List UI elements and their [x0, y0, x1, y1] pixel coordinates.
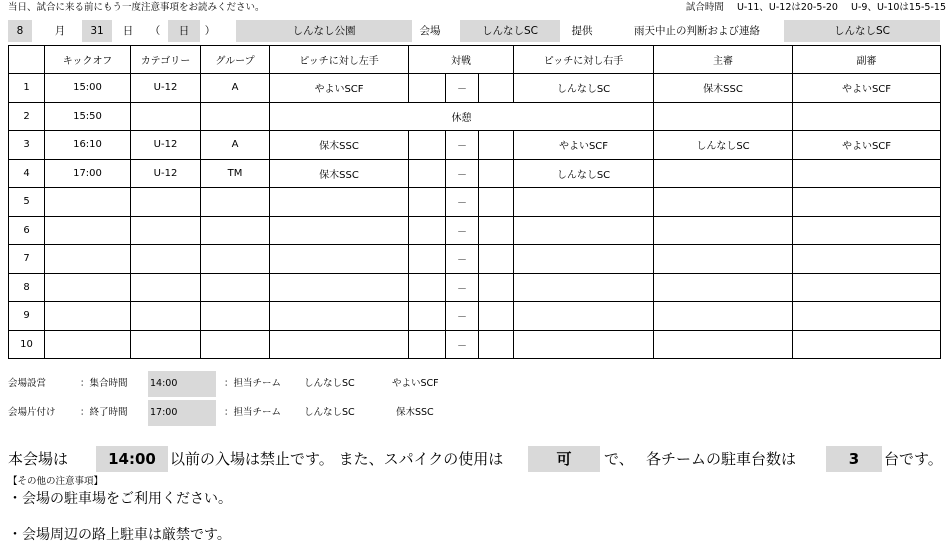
match-separator: －	[446, 245, 479, 274]
weekday-value: 日	[168, 20, 200, 42]
rain-decision-label: 雨天中止の判断および連絡	[634, 25, 760, 37]
empty-cell	[131, 302, 201, 331]
right-score	[479, 74, 514, 103]
day-value: 31	[82, 20, 112, 42]
header-match: 対戦	[409, 46, 514, 74]
cleanup-team-label: ：担当チーム	[224, 407, 282, 418]
empty-cell	[654, 302, 793, 331]
category	[131, 102, 201, 131]
right-team: しんなしSC	[514, 74, 654, 103]
empty-cell	[479, 188, 514, 217]
left-team: やよいSCF	[270, 74, 409, 103]
empty-cell	[201, 188, 270, 217]
empty-cell	[793, 273, 941, 302]
empty-cell	[514, 302, 654, 331]
match-time-u11-u12: U-11、U-12は20-5-20	[736, 2, 838, 13]
empty-cell	[479, 273, 514, 302]
category: U-12	[131, 74, 201, 103]
match-separator: －	[446, 188, 479, 217]
table-row	[9, 131, 941, 160]
entry-time: 14:00	[96, 446, 168, 472]
table-row	[9, 188, 941, 217]
match-separator: －	[446, 330, 479, 359]
venue-cleanup-row	[8, 400, 608, 426]
paren-close: ）	[204, 25, 216, 37]
empty-cell	[654, 216, 793, 245]
empty-cell	[270, 245, 409, 274]
match-separator: －	[446, 131, 479, 160]
empty-cell	[514, 245, 654, 274]
empty-cell	[45, 302, 131, 331]
rule-text-4: 各チームの駐車台数は	[646, 450, 797, 468]
rule-text-2: 以前の入場は禁止です。 また、スパイクの使用は	[170, 450, 504, 468]
rain-contact-team: しんなしSC	[784, 20, 940, 42]
assistant-referee	[793, 159, 941, 188]
row-number: 8	[9, 273, 45, 302]
assistant-referee: やよいSCF	[793, 74, 941, 103]
empty-cell	[131, 245, 201, 274]
empty-cell	[45, 273, 131, 302]
empty-cell	[409, 302, 446, 331]
empty-cell	[270, 188, 409, 217]
empty-cell	[45, 216, 131, 245]
rule-text-3: で、	[604, 450, 634, 468]
empty-cell	[270, 302, 409, 331]
header-right-team: ピッチに対し右手	[514, 46, 654, 74]
provider-label: 提供	[571, 25, 593, 37]
empty-cell	[409, 216, 446, 245]
kickoff-time: 15:50	[45, 102, 131, 131]
setup-time-label: ：集合時間	[80, 378, 128, 389]
right-team: しんなしSC	[514, 159, 654, 188]
left-team: 保木SSC	[270, 131, 409, 160]
setup-team-1: しんなしSC	[304, 378, 355, 389]
referee: 保木SSC	[654, 74, 793, 103]
referee	[654, 159, 793, 188]
table-row	[9, 330, 941, 359]
table-row	[9, 302, 941, 331]
cleanup-team-2: 保木SSC	[396, 407, 434, 418]
match-schedule-table	[8, 45, 941, 359]
row-number: 10	[9, 330, 45, 359]
empty-cell	[514, 188, 654, 217]
break-label: 休憩	[270, 102, 654, 131]
empty-cell	[654, 245, 793, 274]
empty-cell	[131, 216, 201, 245]
empty-cell	[45, 245, 131, 274]
venue-name: しんなし公園	[236, 20, 412, 42]
empty-cell	[45, 330, 131, 359]
header-no	[9, 46, 45, 74]
empty-cell	[654, 188, 793, 217]
empty-cell	[479, 330, 514, 359]
empty-cell	[793, 245, 941, 274]
category: U-12	[131, 159, 201, 188]
empty-cell	[654, 330, 793, 359]
empty-cell	[479, 302, 514, 331]
empty-cell	[201, 330, 270, 359]
other-notes-title: 【その他の注意事項】	[8, 476, 104, 487]
cleanup-time: 17:00	[148, 400, 216, 426]
empty-cell	[479, 216, 514, 245]
note-item: ・会場周辺の路上駐車は厳禁です。	[8, 527, 231, 543]
empty-cell	[793, 216, 941, 245]
empty-cell	[793, 330, 941, 359]
cleanup-time-label: ：終了時間	[80, 407, 128, 418]
group: A	[201, 131, 270, 160]
row-number: 1	[9, 74, 45, 103]
empty-cell	[45, 188, 131, 217]
empty-cell	[131, 330, 201, 359]
empty-cell	[409, 330, 446, 359]
empty-cell	[793, 188, 941, 217]
empty-cell	[479, 245, 514, 274]
group	[201, 102, 270, 131]
match-time-label: 試合時間	[685, 2, 724, 13]
match-separator: －	[446, 74, 479, 103]
kickoff-time: 15:00	[45, 74, 131, 103]
setup-label: 会場設営	[8, 378, 47, 389]
table-row	[9, 102, 941, 131]
left-score	[409, 74, 446, 103]
referee	[654, 102, 793, 131]
category: U-12	[131, 131, 201, 160]
row-number: 9	[9, 302, 45, 331]
empty-cell	[514, 273, 654, 302]
right-score	[479, 159, 514, 188]
pre-match-notice: 当日、試合に来る前にもう一度注意事項をお読みください。	[8, 2, 265, 13]
group: TM	[201, 159, 270, 188]
header-category: カテゴリー	[131, 46, 201, 74]
group: A	[201, 74, 270, 103]
header-kickoff: キックオフ	[45, 46, 131, 74]
venue-setup-row	[8, 371, 608, 397]
empty-cell	[409, 188, 446, 217]
match-separator: －	[446, 216, 479, 245]
setup-team-2: やよいSCF	[392, 378, 439, 389]
row-number: 5	[9, 188, 45, 217]
table-row	[9, 273, 941, 302]
header-referee: 主審	[654, 46, 793, 74]
event-info-row	[8, 20, 940, 42]
match-time-info	[676, 0, 946, 16]
empty-cell	[514, 216, 654, 245]
right-score	[479, 131, 514, 160]
day-label: 日	[122, 25, 134, 37]
left-score	[409, 131, 446, 160]
empty-cell	[201, 273, 270, 302]
referee: しんなしSC	[654, 131, 793, 160]
month-value: 8	[8, 20, 32, 42]
table-row	[9, 216, 941, 245]
setup-time: 14:00	[148, 371, 216, 397]
assistant-referee: やよいSCF	[793, 131, 941, 160]
venue-team: しんなしSC	[460, 20, 560, 42]
table-header-row	[9, 46, 941, 74]
header-assistant: 副審	[793, 46, 941, 74]
venue-rules-line	[8, 446, 948, 472]
row-number: 2	[9, 102, 45, 131]
empty-cell	[201, 245, 270, 274]
table-row	[9, 245, 941, 274]
venue-label: 会場	[419, 25, 441, 37]
empty-cell	[270, 273, 409, 302]
row-number: 3	[9, 131, 45, 160]
empty-cell	[201, 216, 270, 245]
match-separator: －	[446, 273, 479, 302]
row-number: 7	[9, 245, 45, 274]
spike-usage: 可	[528, 446, 600, 472]
empty-cell	[270, 216, 409, 245]
row-number: 6	[9, 216, 45, 245]
table-row	[9, 159, 941, 188]
match-time-u9-u10: U-9、U-10は15-5-15	[851, 2, 946, 13]
empty-cell	[131, 188, 201, 217]
left-score	[409, 159, 446, 188]
rule-text-1: 本会場は	[8, 450, 69, 468]
empty-cell	[409, 273, 446, 302]
rule-text-5: 台です。	[884, 450, 943, 468]
row-number: 4	[9, 159, 45, 188]
kickoff-time: 17:00	[45, 159, 131, 188]
table-row	[9, 74, 941, 103]
empty-cell	[654, 273, 793, 302]
match-separator: －	[446, 159, 479, 188]
empty-cell	[270, 330, 409, 359]
right-team: やよいSCF	[514, 131, 654, 160]
cleanup-team-1: しんなしSC	[304, 407, 355, 418]
cleanup-label: 会場片付け	[8, 407, 56, 418]
kickoff-time: 16:10	[45, 131, 131, 160]
empty-cell	[514, 330, 654, 359]
match-separator: －	[446, 302, 479, 331]
top-notice-bar	[0, 0, 948, 16]
empty-cell	[793, 302, 941, 331]
empty-cell	[131, 273, 201, 302]
empty-cell	[201, 302, 270, 331]
setup-team-label: ：担当チーム	[224, 378, 282, 389]
note-item: ・会場の駐車場をご利用ください。	[8, 491, 232, 507]
header-group: グループ	[201, 46, 270, 74]
paren-open: （	[149, 25, 161, 37]
left-team: 保木SSC	[270, 159, 409, 188]
month-label: 月	[54, 25, 66, 37]
empty-cell	[409, 245, 446, 274]
assistant-referee	[793, 102, 941, 131]
header-left-team: ピッチに対し左手	[270, 46, 409, 74]
parking-count: 3	[826, 446, 882, 472]
